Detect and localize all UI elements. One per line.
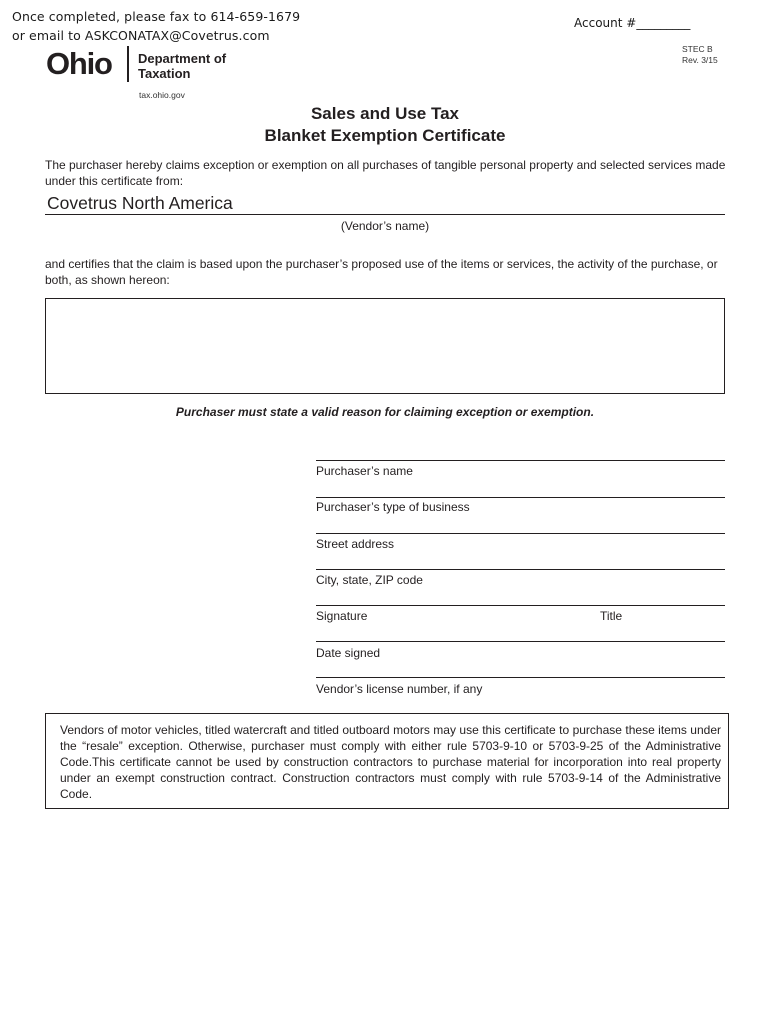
form-title-line1: Sales and Use Tax bbox=[310, 104, 460, 123]
department-website: tax.ohio.gov bbox=[139, 90, 185, 100]
city-state-zip-label: City, state, ZIP code bbox=[316, 573, 423, 587]
form-revision: Rev. 3/15 bbox=[682, 55, 718, 65]
purchaser-name-field[interactable] bbox=[316, 460, 725, 461]
fax-instruction: Once completed, please fax to 614-659-1679 bbox=[12, 9, 301, 24]
form-number: STEC B bbox=[682, 44, 713, 54]
vendor-license-label: Vendor’s license number, if any bbox=[316, 682, 483, 696]
reason-instruction: Purchaser must state a valid reason for claiming exception or exemption. bbox=[175, 405, 595, 419]
vendor-license-field[interactable] bbox=[316, 677, 725, 678]
city-state-zip-field[interactable] bbox=[316, 569, 725, 570]
department-name-line1: Department of bbox=[138, 51, 227, 66]
intro-paragraph: The purchaser hereby claims exception or exemption on all purchases of tangible personal property and selected services made under this certificate from: bbox=[45, 158, 726, 188]
street-address-field[interactable] bbox=[316, 533, 725, 534]
signature-field[interactable] bbox=[316, 605, 725, 606]
title-label: Title bbox=[600, 609, 623, 623]
vendor-name-caption: (Vendor’s name) bbox=[340, 219, 430, 233]
certify-paragraph: and certifies that the claim is based upon the purchaser’s proposed use of the items or services, the activity of the purchase, or both, as shown hereon: bbox=[45, 257, 718, 287]
vendor-name-field[interactable]: Covetrus North America bbox=[47, 193, 233, 213]
vendor-notice-box: Vendors of motor vehicles, titled watercraft and titled outboard motors may use this certificate to purchase these items under the “resale” exception. Otherwise, purchaser must comply with either rule 5703-9-10 or 5703-9-25 of the Administrative Code.This certificate cannot be used by construction contractors to purchase material for incorporation into real property under an exempt construction contract. Construction contractors must comply with rule 5703-9-14 of the Administrative Code. bbox=[45, 713, 729, 809]
business-type-label: Purchaser’s type of business bbox=[316, 500, 470, 514]
street-address-label: Street address bbox=[316, 537, 395, 551]
exemption-reason-box[interactable] bbox=[45, 298, 725, 394]
logo-divider bbox=[127, 46, 129, 82]
business-type-field[interactable] bbox=[316, 497, 725, 498]
date-signed-label: Date signed bbox=[316, 646, 381, 660]
form-code bbox=[682, 44, 718, 66]
form-title-line2: Blanket Exemption Certificate bbox=[264, 126, 506, 145]
signature-label: Signature bbox=[316, 609, 368, 623]
email-instruction: or email to ASKCONATAX@Covetrus.com bbox=[12, 28, 270, 43]
department-name-line2: Taxation bbox=[138, 66, 191, 81]
purchaser-name-label: Purchaser’s name bbox=[316, 464, 413, 478]
date-signed-field[interactable] bbox=[316, 641, 725, 642]
vendor-name-underline bbox=[45, 214, 725, 215]
account-number-field[interactable]: Account #_________ bbox=[574, 16, 691, 30]
ohio-logo: Ohio bbox=[46, 46, 112, 81]
